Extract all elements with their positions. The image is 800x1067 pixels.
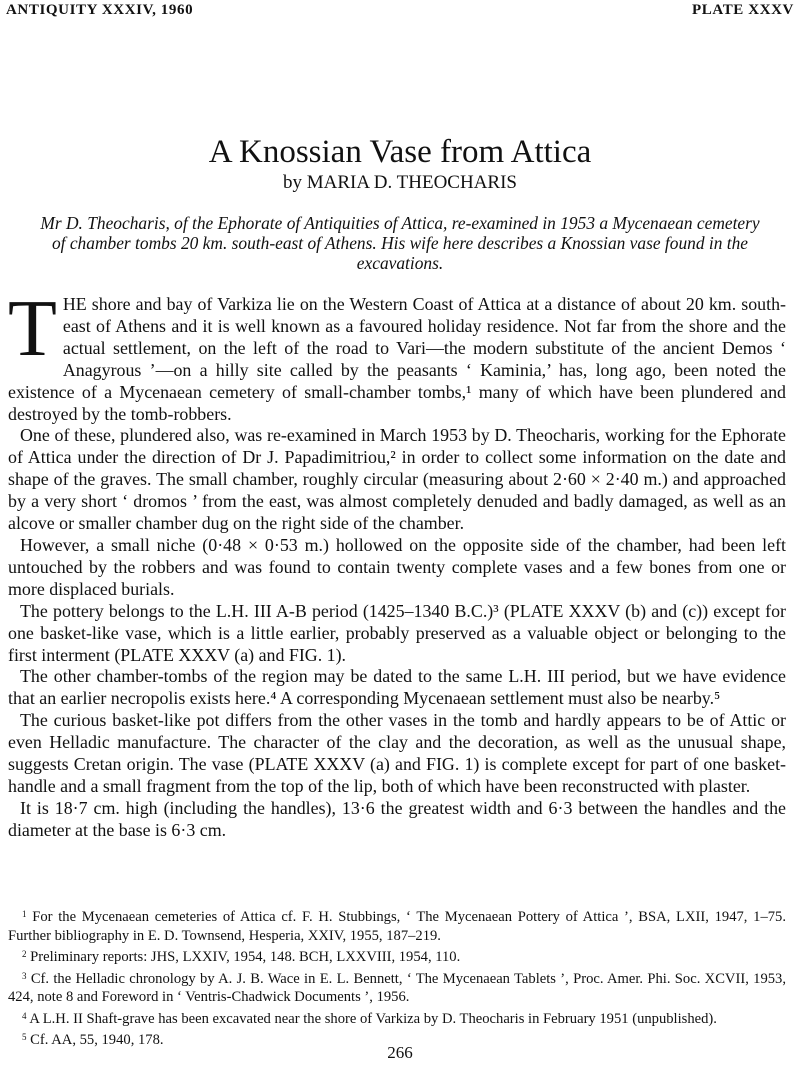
body-paragraph: THE shore and bay of Varkiza lie on the Western Coast of Attica at a distance of about 20 km. south-east of Athens and it is well known as a favoured holiday residence. Not far from the shore and the actual settlement, on the left of the road to Vari—the modern substitute of the ancient Demos ‘ Anagyrous ’—on a hilly site called by the peasants ‘ Kaminia,’ has, long ago, been noted the existence of a Mycenaean cemetery of small-chamber tombs,¹ many of which have been plundered and destroyed by the tomb-robbers. (8, 285, 786, 424)
running-head-journal: ANTIQUITY XXXIV, 1960 (6, 2, 194, 18)
article-body (8, 285, 786, 842)
body-paragraph: It is 18·7 cm. high (including the handles), 13·6 the greatest width and 6·3 between the handles and the diameter at the base is 6·3 cm. (8, 797, 786, 840)
footnote-mark: 2 (22, 949, 27, 959)
body-paragraph: One of these, plundered also, was re-examined in March 1953 by D. Theocharis, working for the Ephorate of Attica under the direction of Dr J. Papadimitriou,² in order to collect some information on the date and shape of the graves. The small chamber, roughly circular (measuring about 2·60 × 2·40 m.) and approached by a very short ‘ dromos ’ from the east, was almost completely denuded and badly damaged, as well as an alcove or smaller chamber dug on the right side of the chamber. (8, 425, 786, 534)
page-number: 266 (387, 1043, 413, 1062)
body-paragraph: The other chamber-tombs of the region may be dated to the same L.H. III period, but we have evidence that an earlier necropolis exists here.⁴ A corresponding Mycenaean settlement must also be nearby.⁵ (8, 666, 786, 709)
body-paragraph: The curious basket-like pot differs from the other vases in the tomb and hardly appears to be of Attic or even Helladic manufacture. The character of the clay and the decoration, as well as the unusual shape, suggests Cretan origin. The vase (PLATE XXXV (a) and FIG. 1) is complete except for part of one basket-handle and a small fragment from the top of the lip, both of which have been reconstructed with plaster. (8, 710, 786, 796)
body-paragraph: The pottery belongs to the L.H. III A-B period (1425–1340 B.C.)³ (PLATE XXXV (b) and (c)) except for one basket-like vase, which is a little earlier, probably preserved as a valuable object or belonging to the first interment (PLATE XXXV (a) and FIG. 1). (8, 600, 786, 665)
footnote: $^5$ Cf. AA, 55, 1940, 178. (22, 1032, 164, 1048)
article-title: A Knossian Vase from Attica (208, 134, 592, 171)
article-byline: by MARIA D. THEOCHARIS (282, 172, 517, 193)
running-head (6, 2, 794, 22)
footnote-mark: 3 (22, 970, 27, 981)
footnotes (8, 905, 786, 1050)
footnote: $^1$ For the Mycenaean cemeteries of Attica cf. F. H. Stubbings, ‘ The Mycenaean Pottery of Attica ’, BSA, LXII, 1947, 1–75. Further bibliography in E. D. Townsend, Hesperia, XXIV, 1955, 187–219. (8, 909, 786, 944)
drop-cap: T (8, 285, 57, 373)
footnote-mark: 4 (22, 1010, 27, 1021)
footnote-mark: 1 (22, 909, 27, 919)
footnote: $^3$ Cf. the Helladic chronology by A. J. B. Wace in E. L. Bennett, ‘ The Mycenaean Tablets ’, Proc. Amer. Phi. Soc. XCVII, 1953, 424, note 8 and Foreword in ‘ Ventris-Chadwick Documents ’, 1956. (8, 970, 786, 1005)
footnote-mark: 5 (22, 1032, 27, 1042)
article-abstract: Mr D. Theocharis, of the Ephorate of Antiquities of Attica, re-examined in 1953 a Mycenaean cemetery of chamber tombs 20 km. south-east of Athens. His wife here describes a Knossian vase found in the excavations. (40, 213, 760, 273)
body-paragraph: However, a small niche (0·48 × 0·53 m.) hollowed on the opposite side of the chamber, had been left untouched by the robbers and was found to contain twenty complete vases and a few bones from one or more displaced burials. (8, 534, 786, 599)
running-head-plate: PLATE XXXV (692, 2, 794, 18)
footnote: $^2$ Preliminary reports: JHS, LXXIV, 1954, 148. BCH, LXXVIII, 1954, 110. (22, 949, 461, 965)
footnote: $^4$ A L.H. II Shaft-grave has been excavated near the shore of Varkiza by D. Theocharis in February 1951 (unpublished). (22, 1010, 717, 1027)
